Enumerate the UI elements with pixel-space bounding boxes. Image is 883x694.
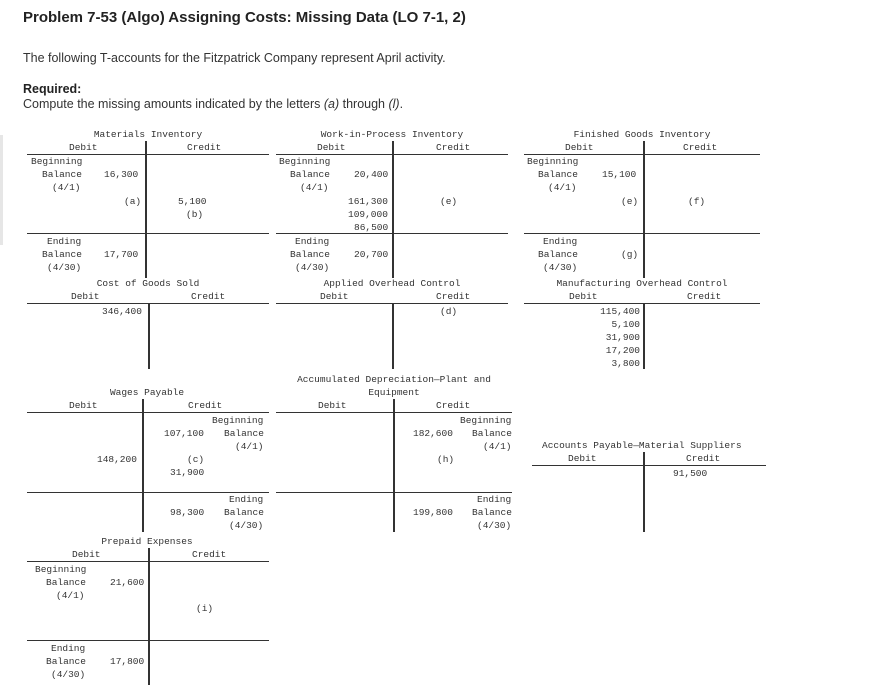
debit-header: Debit — [72, 549, 101, 560]
missing-h: (h) — [437, 454, 455, 465]
label-beginning: Beginning — [279, 156, 331, 167]
ending-rule — [524, 233, 760, 234]
label-date: (4/30) — [229, 520, 264, 531]
label-date: (4/30) — [51, 669, 86, 680]
label-balance: Balance — [224, 428, 264, 439]
t-divider — [643, 141, 645, 278]
label-date: (4/1) — [56, 590, 85, 601]
beginning-balance-value: 15,100 — [602, 169, 637, 180]
debit-value: 17,200 — [605, 345, 640, 356]
label-balance: Balance — [538, 249, 578, 260]
credit-value: 31,900 — [170, 467, 205, 478]
debit-value: 86,500 — [354, 222, 389, 233]
t-account-applied-overhead-control — [276, 277, 508, 369]
account-title: Manufacturing Overhead Control — [556, 278, 728, 289]
missing-f: (f) — [688, 196, 706, 207]
account-title: Work-in-Process Inventory — [320, 129, 464, 140]
label-balance: Balance — [472, 507, 512, 518]
ending-balance-value: 17,800 — [110, 656, 145, 667]
debit-value: 161,300 — [348, 196, 388, 207]
required-text: Compute the missing amounts indicated by the letters (a) through (l). — [23, 97, 404, 111]
account-title: Prepaid Expenses — [101, 536, 193, 547]
label-beginning: Beginning — [35, 564, 87, 575]
t-divider — [145, 141, 147, 278]
t-crossbar — [524, 303, 760, 304]
credit-header: Credit — [192, 549, 227, 560]
missing-c: (c) — [187, 454, 205, 465]
label-balance: Balance — [290, 249, 330, 260]
label-date: (4/30) — [477, 520, 512, 531]
missing-i: (i) — [196, 603, 214, 614]
debit-header: Debit — [568, 453, 597, 464]
label-date: (4/1) — [235, 441, 264, 452]
credit-header: Credit — [436, 142, 471, 153]
label-date: (4/1) — [52, 182, 81, 193]
credit-header: Credit — [687, 291, 722, 302]
credit-header: Credit — [686, 453, 721, 464]
account-title-line-2: Equipment — [368, 387, 420, 398]
t-account-materials-inventory — [27, 128, 269, 278]
debit-header: Debit — [69, 400, 98, 411]
label-ending: Ending — [47, 236, 82, 247]
page-title: Problem 7-53 (Algo) Assigning Costs: Missing Data (LO 7-1, 2) — [23, 9, 466, 26]
label-balance: Balance — [290, 169, 330, 180]
t-account-accounts-payable — [532, 439, 766, 532]
debit-value: 31,900 — [605, 332, 640, 343]
ending-balance-value: 20,700 — [354, 249, 389, 260]
credit-header: Credit — [191, 291, 226, 302]
account-title: Applied Overhead Control — [323, 278, 461, 289]
beginning-balance-value: 21,600 — [110, 577, 145, 588]
debit-value: 148,200 — [97, 454, 137, 465]
label-date: (4/30) — [543, 262, 578, 273]
debit-value: 115,400 — [600, 306, 640, 317]
label-balance: Balance — [42, 169, 82, 180]
label-balance: Balance — [472, 428, 512, 439]
credit-header: Credit — [436, 291, 471, 302]
t-account-prepaid-expenses — [27, 535, 269, 685]
debit-header: Debit — [565, 142, 594, 153]
t-divider — [643, 452, 645, 532]
missing-b: (b) — [186, 209, 204, 220]
label-date: (4/30) — [47, 262, 82, 273]
debit-header: Debit — [569, 291, 598, 302]
label-balance: Balance — [46, 656, 86, 667]
account-title: Accumulated Depreciation—Plant and — [297, 374, 491, 385]
credit-header: Credit — [436, 400, 471, 411]
label-balance: Balance — [42, 249, 82, 260]
t-account-wip-inventory — [276, 128, 508, 278]
label-beginning: Beginning — [31, 156, 83, 167]
ending-balance-value: 98,300 — [170, 507, 205, 518]
beginning-balance-value: 20,400 — [354, 169, 389, 180]
label-beginning: Beginning — [460, 415, 512, 426]
debit-value: 109,000 — [348, 209, 388, 220]
ending-rule — [27, 233, 269, 234]
t-account-manufacturing-overhead-control — [524, 277, 760, 369]
required-label: Required: — [23, 82, 82, 96]
label-balance: Balance — [224, 507, 264, 518]
ending-balance-value: 17,700 — [104, 249, 139, 260]
beginning-balance-value: 182,600 — [413, 428, 453, 439]
t-divider — [393, 399, 395, 532]
label-date: (4/1) — [300, 182, 329, 193]
t-divider — [643, 303, 645, 369]
t-divider — [392, 141, 394, 278]
label-ending: Ending — [295, 236, 330, 247]
label-ending: Ending — [51, 643, 86, 654]
t-divider — [148, 303, 150, 369]
credit-header: Credit — [187, 142, 222, 153]
left-edge-divider — [0, 135, 3, 245]
t-crossbar — [27, 412, 269, 413]
account-title: Materials Inventory — [93, 129, 203, 140]
missing-g: (g) — [621, 249, 639, 260]
t-divider — [392, 303, 394, 369]
label-beginning: Beginning — [212, 415, 264, 426]
account-title: Finished Goods Inventory — [573, 129, 711, 140]
label-ending: Ending — [229, 494, 264, 505]
beginning-balance-value: 16,300 — [104, 169, 139, 180]
ending-rule — [27, 640, 269, 641]
ending-rule — [276, 233, 508, 234]
account-title: Accounts Payable—Material Suppliers — [542, 440, 742, 451]
t-divider — [148, 548, 150, 685]
label-ending: Ending — [477, 494, 512, 505]
label-ending: Ending — [543, 236, 578, 247]
missing-d: (d) — [440, 306, 458, 317]
t-account-wages-payable — [27, 386, 269, 532]
label-beginning: Beginning — [527, 156, 579, 167]
t-account-accumulated-depreciation — [276, 373, 512, 532]
account-title: Cost of Goods Sold — [96, 278, 200, 289]
debit-value: 346,400 — [102, 306, 142, 317]
t-crossbar — [532, 465, 766, 466]
t-account-cost-of-goods-sold — [27, 277, 269, 369]
label-date: (4/1) — [483, 441, 512, 452]
debit-header: Debit — [318, 400, 347, 411]
credit-header: Credit — [683, 142, 718, 153]
intro-text: The following T-accounts for the Fitzpatrick Company represent April activity. — [23, 51, 446, 65]
t-account-finished-goods-inventory — [524, 128, 760, 278]
account-title: Wages Payable — [109, 387, 185, 398]
label-balance: Balance — [46, 577, 86, 588]
label-date: (4/1) — [548, 182, 577, 193]
missing-e: (e) — [621, 196, 639, 207]
debit-value: 3,800 — [611, 358, 640, 369]
label-balance: Balance — [538, 169, 578, 180]
debit-header: Debit — [320, 291, 349, 302]
debit-header: Debit — [69, 142, 98, 153]
missing-a: (a) — [124, 196, 142, 207]
label-date: (4/30) — [295, 262, 330, 273]
credit-value: 5,100 — [178, 196, 207, 207]
credit-header: Credit — [188, 400, 223, 411]
credit-value: 91,500 — [673, 468, 708, 479]
beginning-balance-value: 107,100 — [164, 428, 204, 439]
missing-e: (e) — [440, 196, 458, 207]
debit-header: Debit — [317, 142, 346, 153]
t-divider — [142, 399, 144, 532]
debit-value: 5,100 — [611, 319, 640, 330]
ending-balance-value: 199,800 — [413, 507, 453, 518]
debit-header: Debit — [71, 291, 100, 302]
